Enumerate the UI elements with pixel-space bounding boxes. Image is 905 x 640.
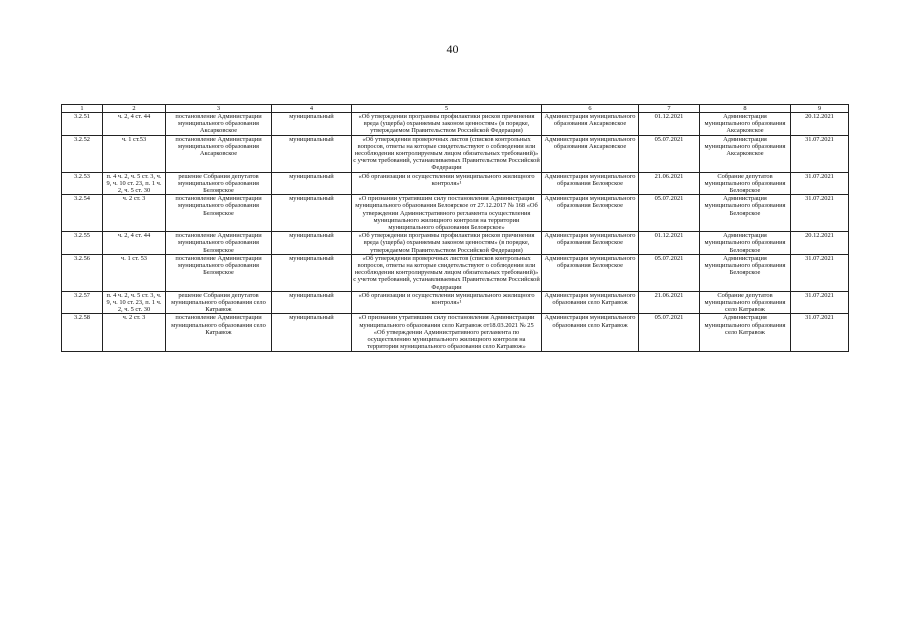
column-header: 2	[103, 105, 166, 113]
adopting-body-cell: Администрация муниципального образования Белоярское	[700, 232, 791, 255]
responsible-body-cell: Администрация муниципального образования Белоярское	[542, 232, 639, 255]
act-title-cell: «Об организации и осуществлении муниципального жилищного контроля»¹	[352, 291, 542, 314]
act-level-cell: муниципальный	[272, 314, 352, 351]
legal-article-cell: ч. 2 ст. 3	[103, 314, 166, 351]
legal-article-cell: п. 4 ч. 2, ч. 5 ст. 3, ч. 9, ч. 10 ст. 23, п. 1 ч. 2, ч. 5 ст. 30	[103, 291, 166, 314]
item-number-cell: 3.2.52	[62, 135, 103, 172]
submission-date-cell: 05.07.2021	[639, 314, 700, 351]
act-title-cell: «Об утверждении проверочных листов (списков контрольных вопросов, ответы на которые свидетельствуют о соблюдении или несоблюдении контролируемым лицом обязательных требований)» с учетом требований, устанавливаемых Правительством Российской Федерации	[353, 254, 540, 291]
responsible-body-cell: Администрация муниципального образования Белоярское	[542, 254, 639, 291]
column-header: 4	[272, 105, 352, 113]
table-row	[62, 254, 849, 291]
column-header: 6	[542, 105, 639, 113]
adopting-body-cell: Администрация муниципального образования село Катравож	[700, 314, 791, 351]
adopting-body-cell: Собрание депутатов муниципального образования село Катравож	[700, 291, 791, 314]
submission-date-cell: 01.12.2021	[639, 232, 700, 255]
document-table	[61, 104, 849, 352]
column-header: 1	[62, 105, 103, 113]
act-type-cell: решение Собрания депутатов муниципального образования Белоярское	[166, 172, 272, 195]
act-title-cell: «О признании утратившим силу постановления Администрации муниципального образования Белоярское от 27.12.2017 № 168 «Об утверждении Административного регламента осуществления муниципального жилищного контроля на территории муниципального образования Белоярское»	[352, 195, 542, 232]
act-type-cell: постановление Администрации муниципального образования село Катравож	[166, 314, 272, 351]
adoption-date-cell: 31.07.2021	[791, 172, 849, 195]
table-header-row	[62, 105, 849, 113]
act-type-cell: постановление Администрации муниципального образования Аксарковское	[166, 135, 272, 172]
legal-article-cell: ч. 2 ст. 3	[103, 195, 166, 232]
act-title-cell: «Об утверждении программы профилактики рисков причинения вреда (ущерба) охраняемым законом ценностям» (в порядке, утверждаемом Правительством Российской Федерации)	[352, 232, 542, 255]
page-number: 40	[446, 42, 459, 56]
column-header: 9	[791, 105, 849, 113]
legal-article-cell: п. 4 ч. 2, ч. 5 ст. 3, ч. 9, ч. 10 ст. 23, п. 1 ч. 2, ч. 5 ст. 30	[103, 172, 166, 195]
adoption-date-cell: 31.07.2021	[791, 135, 849, 172]
table-row	[62, 314, 849, 351]
submission-date-cell: 01.12.2021	[639, 113, 700, 136]
act-level-cell: муниципальный	[272, 195, 352, 232]
legal-article-cell: ч. 1 ст. 53	[103, 254, 166, 291]
submission-date-cell: 21.06.2021	[639, 172, 700, 195]
column-header: 5	[352, 105, 542, 113]
adopting-body-cell: Администрация муниципального образования Белоярское	[700, 254, 791, 291]
responsible-body-cell: Администрация муниципального образования Аксарковское	[542, 113, 639, 136]
submission-date-cell: 05.07.2021	[639, 135, 700, 172]
legal-article-cell: ч. 1 ст.53	[103, 135, 166, 172]
adoption-date-cell: 31.07.2021	[791, 291, 849, 314]
table-row	[62, 232, 849, 255]
adoption-date-cell: 31.07.2021	[791, 254, 849, 291]
item-number-cell: 3.2.56	[62, 254, 103, 291]
column-header: 3	[166, 105, 272, 113]
item-number-cell: 3.2.57	[62, 291, 103, 314]
item-number-cell: 3.2.53	[62, 172, 103, 195]
legal-article-cell: ч. 2, 4 ст. 44	[103, 113, 166, 136]
item-number-cell: 3.2.55	[62, 232, 103, 255]
adoption-date-cell: 31.07.2021	[791, 314, 849, 351]
table-row	[62, 135, 849, 172]
adopting-body-cell: Администрация муниципального образования Аксарковское	[700, 113, 791, 136]
act-type-cell: постановление Администрации муниципального образования Аксарковское	[166, 113, 272, 136]
act-type-cell: решение Собрания депутатов муниципального образования село Катравож	[166, 291, 272, 314]
adoption-date-cell: 20.12.2021	[791, 113, 849, 136]
item-number-cell: 3.2.54	[62, 195, 103, 232]
act-level-cell: муниципальный	[272, 135, 352, 172]
act-level-cell: муниципальный	[272, 291, 352, 314]
act-title-cell: «Об организации и осуществлении муниципального жилищного контроля»¹	[352, 172, 542, 195]
act-type-cell: постановление Администрации муниципального образования Белоярское	[166, 254, 272, 291]
responsible-body-cell: Администрация муниципального образования Белоярское	[542, 172, 639, 195]
act-title-cell: «Об утверждении программы профилактики рисков причинения вреда (ущерба) охраняемым законом ценностям» (в порядке, утверждаемом Правительством Российской Федерации)	[352, 113, 542, 136]
adopting-body-cell: Администрация муниципального образования Аксарковское	[700, 135, 791, 172]
table-row	[62, 195, 849, 232]
responsible-body-cell: Администрация муниципального образования Аксарковское	[542, 135, 639, 172]
legal-article-cell: ч. 2, 4 ст. 44	[103, 232, 166, 255]
responsible-body-cell: Администрация муниципального образования село Катравож	[542, 314, 639, 351]
submission-date-cell: 05.07.2021	[639, 195, 700, 232]
act-level-cell: муниципальный	[272, 254, 352, 291]
item-number-cell: 3.2.51	[62, 113, 103, 136]
act-type-cell: постановление Администрации муниципального образования Белоярское	[166, 195, 272, 232]
submission-date-cell: 05.07.2021	[639, 254, 700, 291]
adoption-date-cell: 20.12.2021	[791, 232, 849, 255]
table-row	[62, 113, 849, 136]
column-header: 7	[639, 105, 700, 113]
adopting-body-cell: Администрация муниципального образования Белоярское	[700, 195, 791, 232]
act-level-cell: муниципальный	[272, 172, 352, 195]
act-title-cell: «Об утверждении проверочных листов (списков контрольных вопросов, ответы на которые свидетельствуют о соблюдении или несоблюдении контролируемым лицом обязательных требований)» с учетом требований, устанавливаемых Правительством Российской Федерации	[353, 135, 540, 172]
responsible-body-cell: Администрация муниципального образования Белоярское	[542, 195, 639, 232]
act-level-cell: муниципальный	[272, 232, 352, 255]
act-title-cell: «О признании утратившим силу постановления Администрации муниципального образования село Катравож от18.03.2021 № 25 «Об утверждении Административного регламента по осуществлению муниципального жилищного контроля на территории муниципального образования село Катравож»	[352, 314, 542, 351]
responsible-body-cell: Администрация муниципального образования село Катравож	[542, 291, 639, 314]
act-type-cell: постановление Администрации муниципального образования Белоярское	[166, 232, 272, 255]
submission-date-cell: 21.06.2021	[639, 291, 700, 314]
adoption-date-cell: 31.07.2021	[791, 195, 849, 232]
table-row	[62, 291, 849, 314]
act-level-cell: муниципальный	[272, 113, 352, 136]
item-number-cell: 3.2.58	[62, 314, 103, 351]
adopting-body-cell: Собрание депутатов муниципального образования Белоярское	[700, 172, 791, 195]
table-row	[62, 172, 849, 195]
column-header: 8	[700, 105, 791, 113]
